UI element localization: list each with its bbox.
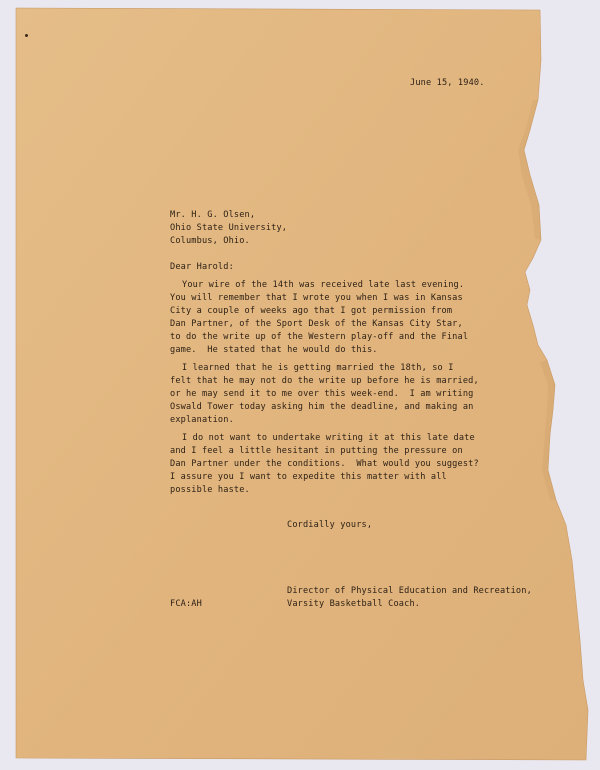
paragraph-line: and I feel a little hesitant in putting the pressure on xyxy=(170,446,463,456)
paragraph-line: to do the write up of the Western play-off and the Final xyxy=(170,332,469,342)
paragraph-line: Dan Partner under the conditions. What would you suggest? xyxy=(170,459,479,469)
paragraph-2 xyxy=(170,362,479,427)
paragraph-1 xyxy=(170,279,468,357)
paragraph-line: You will remember that I wrote you when I was in Kansas xyxy=(170,293,463,303)
recipient-line-1: Mr. H. G. Olsen, xyxy=(170,210,256,220)
letter-date: June 15, 1940. xyxy=(410,78,485,88)
recipient-line-3: Columbus, Ohio. xyxy=(170,236,250,246)
recipient-line-2: Ohio State University, xyxy=(170,223,288,233)
paragraph-line: or he may send it to me over this week-end. I am writing xyxy=(170,389,474,399)
paragraph-3 xyxy=(170,432,479,497)
paragraph-line: City a couple of weeks ago that I got permission from xyxy=(170,306,453,316)
paragraph-line: I do not want to undertake writing it at this late date xyxy=(182,433,475,443)
signature-title-line-1: Director of Physical Education and Recreation, xyxy=(287,586,532,596)
paragraph-line: I learned that he is getting married the 18th, so I xyxy=(182,363,454,373)
paragraph-line: explanation. xyxy=(170,415,234,425)
paragraph-line: possible haste. xyxy=(170,485,250,495)
paragraph-line: I assure you I want to expedite this matter with all xyxy=(170,472,447,482)
paragraph-line: Oswald Tower today asking him the deadline, and making an xyxy=(170,402,474,412)
paragraph-line: felt that he may not do the write up before he is married, xyxy=(170,376,479,386)
salutation: Dear Harold: xyxy=(170,262,234,272)
paragraph-line: Dan Partner, of the Sport Desk of the Kansas City Star, xyxy=(170,319,463,329)
paragraph-line: game. He stated that he would do this. xyxy=(170,345,378,355)
paragraph-line: Your wire of the 14th was received late last evening. xyxy=(182,280,465,290)
signature-title-line-2: Varsity Basketball Coach. xyxy=(287,599,421,609)
typist-initials: FCA:AH xyxy=(170,599,202,609)
closing: Cordially yours, xyxy=(287,520,373,530)
ink-speck xyxy=(25,34,28,37)
